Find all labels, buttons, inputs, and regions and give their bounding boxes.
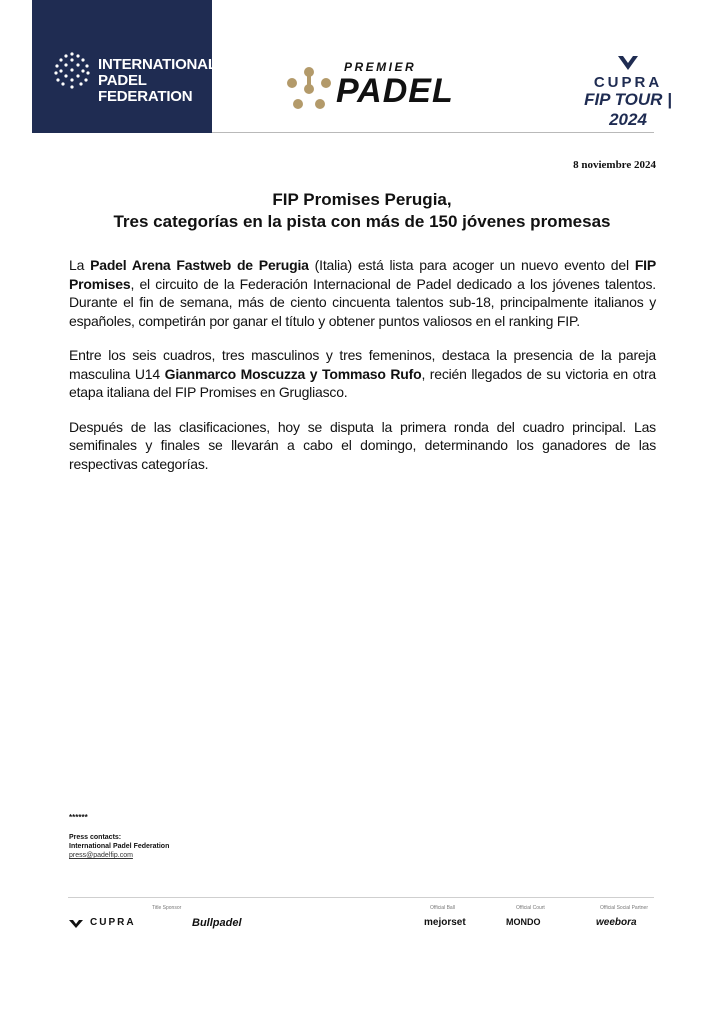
paragraph-3 (69, 418, 656, 474)
bold-run: Padel Arena Fastweb de Perugia (90, 257, 309, 273)
fip-logo (32, 0, 217, 133)
press-date: 8 noviembre 2024 (573, 159, 656, 171)
sponsor-label-court: Official Court (516, 905, 545, 911)
paragraph-2 (69, 346, 656, 402)
sponsor-bullpadel: Bullpadel (192, 917, 242, 929)
press-contacts (69, 833, 169, 860)
header (0, 0, 724, 133)
cupra-wordmark: CUPRA (593, 74, 663, 91)
bold-run: FIP Promises (69, 257, 656, 292)
fip-line: FEDERATION (98, 88, 193, 105)
separator-stars: ****** (69, 813, 88, 822)
sponsor-footer (60, 905, 664, 945)
header-divider (212, 132, 654, 133)
title-line-1: FIP Promises Perugia, (272, 190, 452, 209)
paragraph-1 (69, 256, 656, 330)
cupra-mark-icon (616, 54, 640, 72)
title-line-2: Tres categorías en la pista con más de 150 jóvenes promesas (113, 212, 611, 231)
fip-wordmark (98, 57, 217, 105)
cupra-footer-icon (68, 919, 84, 929)
fip-dots-icon (52, 50, 92, 90)
text-run: (Italia) está lista para acoger un nuevo evento del (308, 257, 635, 273)
text-run: Después de las clasificaciones, hoy se disputa la primera ronda del cuadro principal. Las semifinales y finales se llevarán a cabo el domingo, determinando los ganadores de las respectivas categorías. (69, 418, 656, 472)
press-contacts-org: International Padel Federation (69, 843, 170, 850)
press-contacts-heading: Press contacts: (69, 834, 122, 841)
footer-divider (68, 897, 654, 898)
text-run: , recién llegados de su victoria en otra etapa italiana del FIP Promises en Grugliasco. (69, 365, 656, 400)
premier-star-icon (286, 66, 332, 112)
text-run: La (69, 257, 91, 273)
fip-line: INTERNATIONAL (98, 56, 217, 73)
sponsor-label-social: Official Social Partner (600, 905, 648, 911)
sponsor-mondo: MONDO (506, 917, 541, 927)
press-title (40, 189, 684, 233)
press-email-link[interactable]: press@padelfip.com (69, 852, 133, 859)
sponsor-label-title: Title Sponsor (152, 905, 182, 911)
press-body (69, 256, 656, 489)
sponsor-cupra: CUPRA (90, 917, 136, 928)
fip-line: PADEL (98, 72, 147, 89)
padel-label: PADEL (336, 72, 454, 110)
fip-tour-label: FIP TOUR | 2024 (584, 90, 672, 129)
bold-run: Gianmarco Moscuzza y Tommaso Rufo (164, 365, 422, 382)
sponsor-mejorset: mejorset (424, 917, 466, 928)
text-run: , el circuito de la Federación Internacional de Padel dedicado a los jóvenes talentos. Durante el fin de semana, más de ciento cincuenta talentos sub-18, principalmente italianos y españoles, competirán por ganar el título y obtener puntos valiosos en el ranking FIP. (69, 275, 656, 329)
sponsor-label-ball: Official Ball (430, 905, 455, 911)
text-run: Entre los seis cuadros, tres masculinos y tres femeninos, destaca la presencia de la pareja masculina U14 (69, 347, 656, 382)
premier-label: PREMIER (344, 60, 417, 74)
cupra-fip-tour-logo (572, 54, 684, 129)
premier-padel-logo (286, 60, 486, 112)
sponsor-weebora: weebora (596, 917, 637, 928)
